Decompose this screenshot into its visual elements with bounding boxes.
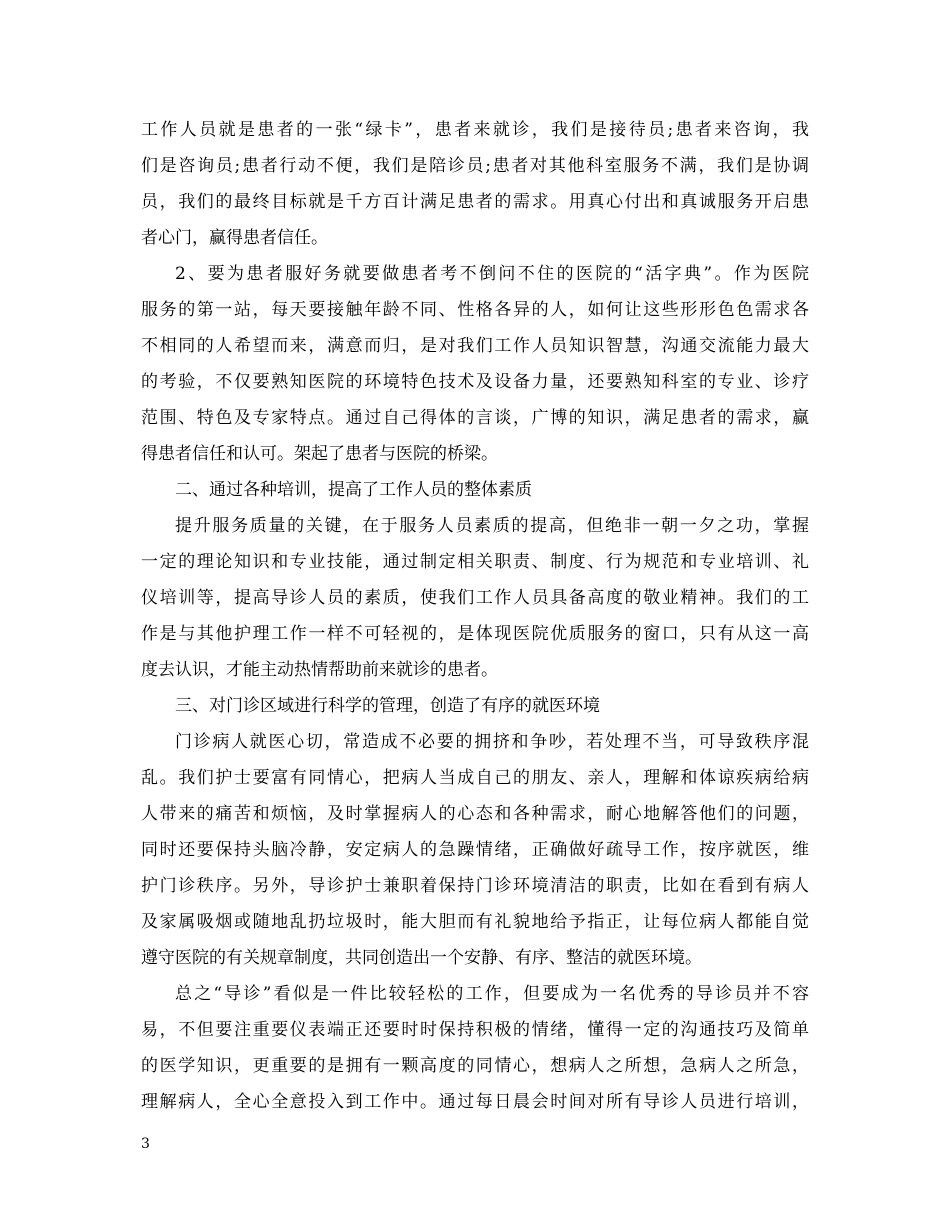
paragraph-line: 提升服务质量的关键，在于服务人员素质的提高，但绝非一朝一夕之功，掌握 (175, 516, 809, 536)
section-heading: 二、通过各种培训，提高了工作人员的整体素质 (175, 480, 532, 500)
paragraph-line: 工作人员就是患者的一张“绿卡”，患者来就诊，我们是接待员;患者来咨询，我 (141, 120, 809, 140)
paragraph-line: 得患者信任和认可。架起了患者与医院的桥梁。 (141, 444, 498, 464)
paragraph-line: 总之“导诊”看似是一件比较轻松的工作，但要成为一名优秀的导诊员并不容 (175, 984, 809, 1004)
paragraph-line: 的考验，不仅要熟知医院的环境特色技术及设备力量，还要熟知科室的专业、诊疗 (141, 372, 809, 392)
paragraph-line: 作是与其他护理工作一样不可轻视的，是体现医院优质服务的窗口，只有从这一高 (141, 624, 809, 644)
paragraph-line: 不相同的人希望而来，满意而归，是对我们工作人员知识智慧，沟通交流能力最大 (141, 336, 809, 356)
paragraph-line: 者心门，赢得患者信任。 (141, 228, 328, 248)
section-heading: 三、对门诊区域进行科学的管理，创造了有序的就医环境 (175, 696, 600, 716)
paragraph-line: 一定的理论知识和专业技能，通过制定相关职责、制度、行为规范和专业培训、礼 (141, 552, 809, 572)
paragraph-line: 乱。我们护士要富有同情心，把病人当成自己的朋友、亲人，理解和体谅疾病给病 (141, 768, 809, 788)
paragraph-line: 门诊病人就医心切，常造成不必要的拥挤和争吵，若处理不当，可导致秩序混 (175, 732, 809, 752)
paragraph-line: 范围、特色及专家特点。通过自己得体的言谈，广博的知识，满足患者的需求，赢 (141, 408, 809, 428)
paragraph-line: 度去认识，才能主动热情帮助前来就诊的患者。 (141, 660, 498, 680)
paragraph-line: 护门诊秩序。另外，导诊护士兼职着保持门诊环境清洁的职责，比如在看到有病人 (141, 876, 809, 896)
paragraph-line: 的医学知识，更重要的是拥有一颗高度的同情心，想病人之所想，急病人之所急， (141, 1056, 809, 1076)
paragraph-line: 仪培训等，提高导诊人员的素质，使我们工作人员具备高度的敬业精神。我们的工 (141, 588, 809, 608)
page-number: 3 (141, 1136, 150, 1152)
paragraph-line: 遵守医院的有关规章制度，共同创造出一个安静、有序、整洁的就医环境。 (141, 948, 702, 968)
paragraph-line: 及家属吸烟或随地乱扔垃圾时，能大胆而有礼貌地给予指正，让每位病人都能自觉 (141, 912, 809, 932)
paragraph-line: 们是咨询员;患者行动不便，我们是陪诊员;患者对其他科室服务不满，我们是协调 (141, 156, 809, 176)
paragraph-line: 易，不但要注重要仪表端正还要时时保持积极的情绪，懂得一定的沟通技巧及简单 (141, 1020, 809, 1040)
paragraph-line: 服务的第一站，每天要接触年龄不同、性格各异的人，如何让这些形形色色需求各 (141, 300, 809, 320)
paragraph-line: 同时还要保持头脑冷静，安定病人的急躁情绪，正确做好疏导工作，按序就医，维 (141, 840, 809, 860)
paragraph-line: 员，我们的最终目标就是千方百计满足患者的需求。用真心付出和真诚服务开启患 (141, 192, 809, 212)
paragraph-line: 2、要为患者服好务就要做患者考不倒问不住的医院的“活字典”。作为医院 (175, 264, 809, 284)
paragraph-line: 理解病人，全心全意投入到工作中。通过每日晨会时间对所有导诊人员进行培训， (141, 1092, 809, 1112)
paragraph-line: 人带来的痛苦和烦恼，及时掌握病人的心态和各种需求，耐心地解答他们的问题， (141, 804, 809, 824)
